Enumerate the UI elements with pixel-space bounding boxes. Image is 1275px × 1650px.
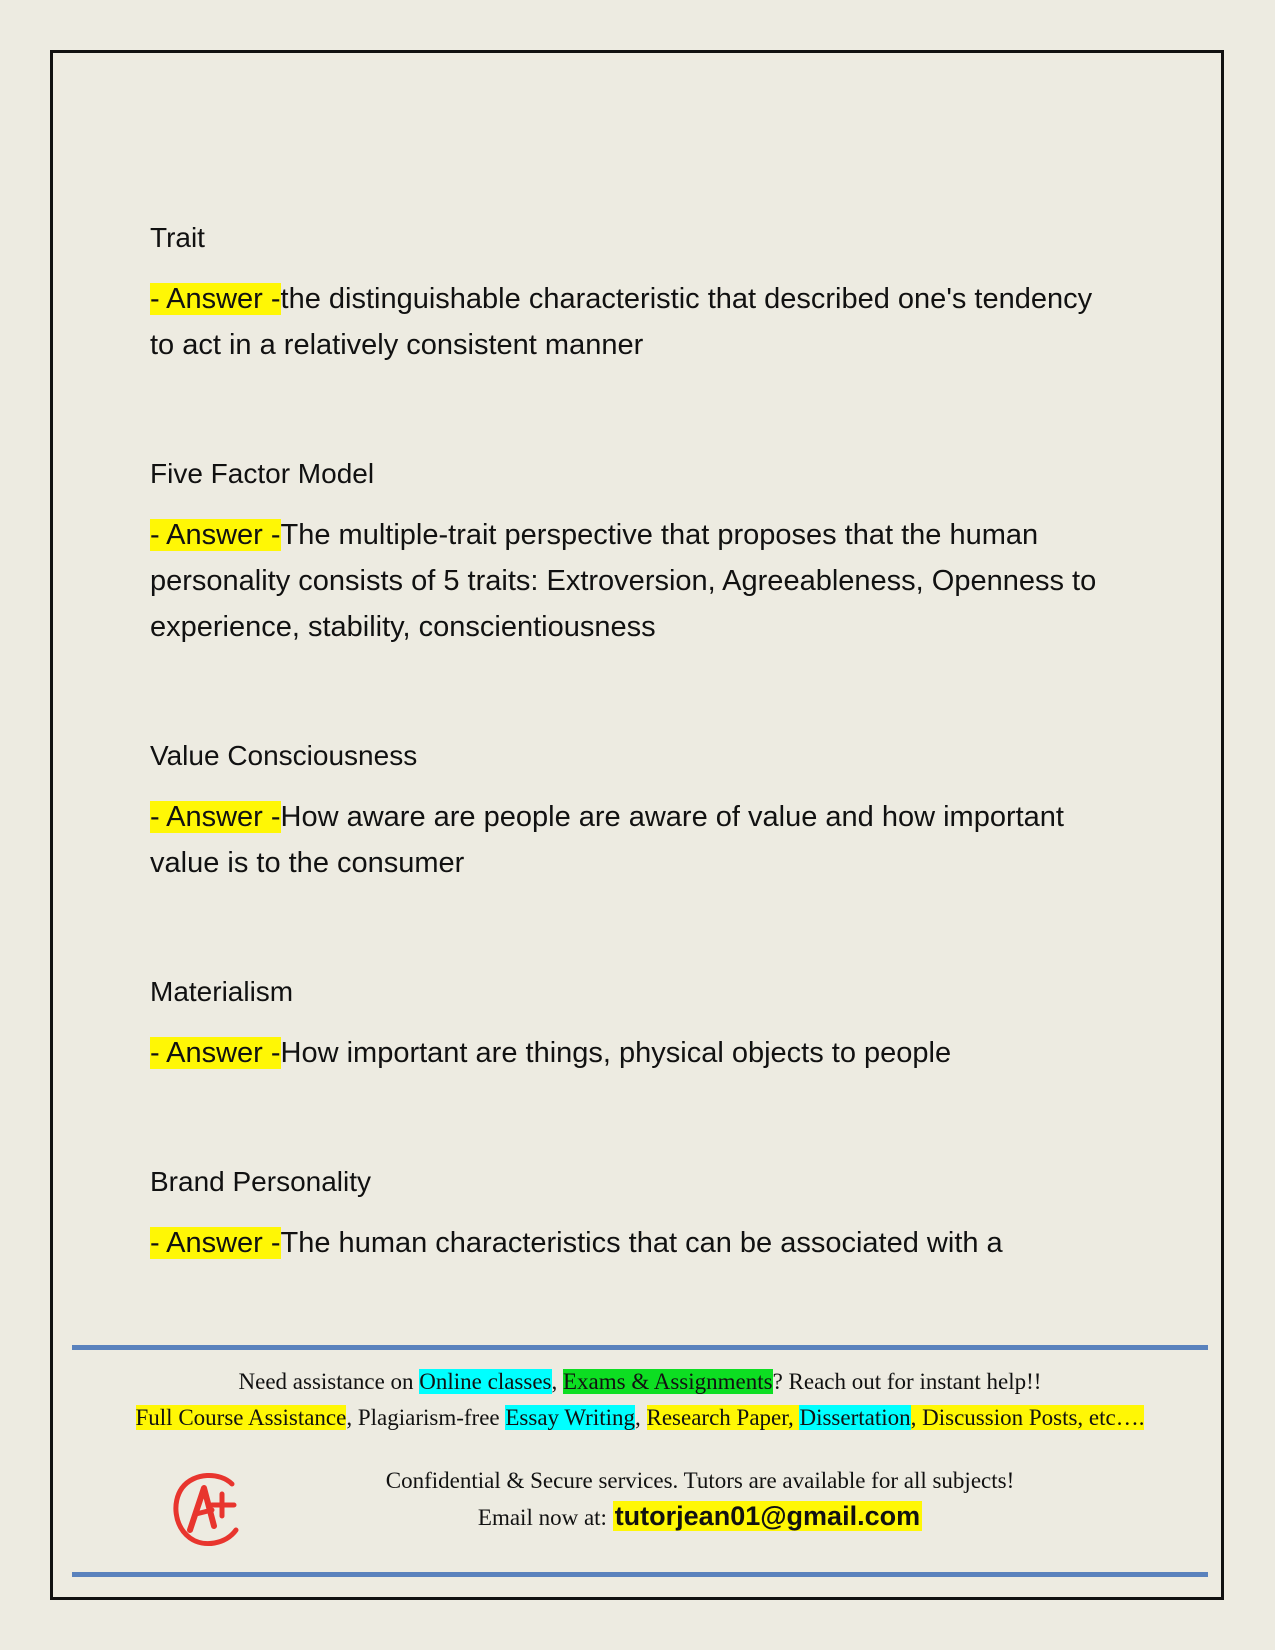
- qa-item: [150, 218, 1130, 368]
- answer-label: - Answer -: [150, 283, 281, 315]
- email-link[interactable]: tutorjean01@gmail.com: [614, 1501, 921, 1531]
- answer-label: - Answer -: [150, 1037, 281, 1069]
- qa-item: [150, 1162, 1130, 1266]
- a-plus-grade-icon: [170, 1470, 248, 1548]
- dissertation-highlight: Dissertation: [799, 1405, 911, 1430]
- footer-promo-line-1: Need assistance on Online classes, Exams & Assignments? Reach out for instant help!!: [238, 1369, 1042, 1394]
- discussion-posts-highlight: , Discussion Posts, etc….: [910, 1405, 1145, 1430]
- term-title: Value Consciousness: [150, 740, 418, 771]
- answer-text: [150, 276, 1110, 368]
- full-course-highlight: Full Course Assistance: [135, 1405, 347, 1430]
- footer-top-rule: [72, 1345, 1208, 1350]
- footer-email-line: [240, 1498, 1160, 1536]
- footer-confidential-line: Confidential & Secure services. Tutors are available for all subjects!: [385, 1468, 1015, 1493]
- term-title: Brand Personality: [150, 1166, 372, 1197]
- answer-text: [150, 1030, 1110, 1076]
- term-title: Five Factor Model: [150, 458, 375, 489]
- answer-body: the distinguishable characteristic that described one's tendency to act in a relatively consistent manner: [150, 283, 1093, 361]
- footer-bottom-rule: [72, 1572, 1208, 1577]
- qa-item: [150, 454, 1130, 650]
- qa-list: [150, 218, 1130, 1266]
- term-title: Trait: [150, 222, 205, 253]
- answer-label: - Answer -: [150, 801, 281, 833]
- essay-writing-highlight: Essay Writing: [505, 1405, 635, 1430]
- answer-text: [150, 794, 1110, 886]
- answer-label: - Answer -: [150, 1227, 281, 1259]
- term-title: Materialism: [150, 976, 294, 1007]
- answer-label: - Answer -: [150, 519, 281, 551]
- research-paper-highlight: Research Paper,: [646, 1405, 800, 1430]
- online-classes-highlight: Online classes: [419, 1369, 552, 1394]
- answer-text: [150, 1220, 1110, 1266]
- answer-body: How important are things, physical objects to people: [280, 1037, 952, 1069]
- answer-text: [150, 512, 1110, 650]
- answer-body: The multiple-trait perspective that proposes that the human personality consists of 5 traits: Extroversion, Agreeableness, Openness to experience, stability, conscientiousness: [150, 519, 1097, 643]
- qa-item: [150, 736, 1130, 886]
- email-label: Email now at:: [477, 1505, 613, 1530]
- answer-body: The human characteristics that can be associated with a: [280, 1227, 1003, 1259]
- exams-highlight: Exams & Assignments: [563, 1369, 773, 1394]
- footer-promo-line-2: Full Course Assistance, Plagiarism-free Essay Writing, Research Paper, Dissertation, Discussion Posts, etc….: [135, 1405, 1145, 1430]
- answer-body: How aware are people are aware of value and how important value is to the consumer: [150, 801, 1064, 879]
- qa-item: [150, 972, 1130, 1076]
